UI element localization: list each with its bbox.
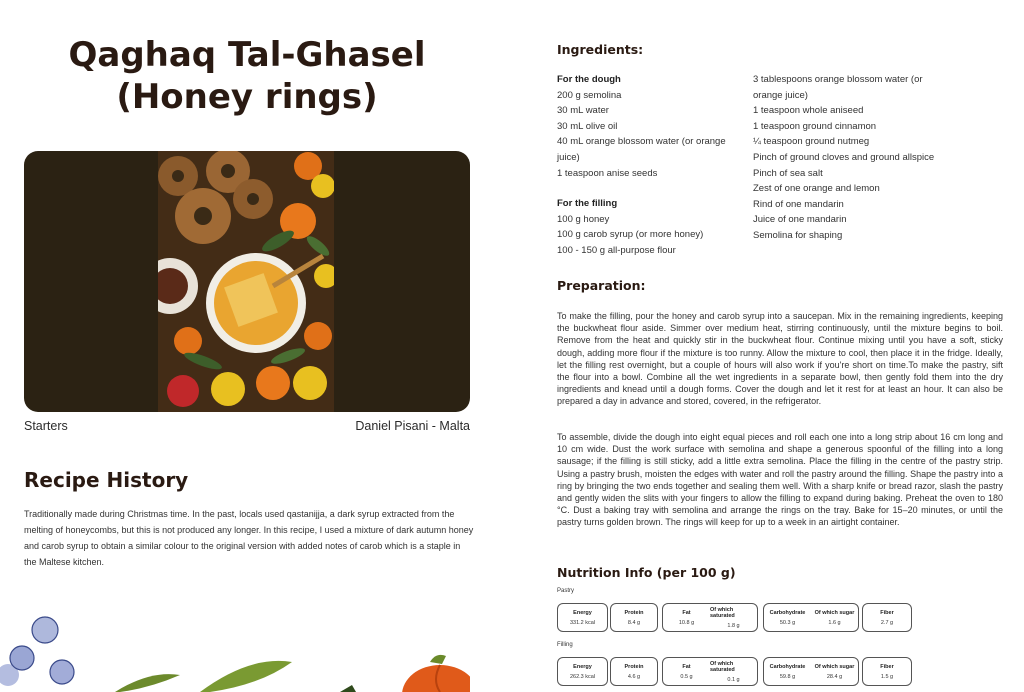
recipe-title-line1: Qaghaq Tal-Ghasel <box>68 35 426 75</box>
nutrition-sugar-header: Of which sugar <box>814 609 855 616</box>
ingredient-item: Pinch of sea salt <box>753 167 823 179</box>
nutrition-protein-value: 8.4 g <box>627 619 641 626</box>
decorative-illustrations <box>0 600 470 692</box>
nutrition-protein-header: Protein <box>624 663 644 670</box>
history-heading: Recipe History <box>24 468 189 492</box>
nutrition-fiber-box <box>862 603 912 632</box>
nutrition-saturated-value: 0.1 g <box>727 676 740 683</box>
recipe-title-line2: (Honey rings) <box>116 77 378 117</box>
nutrition-pastry-label: Pastry <box>557 588 575 594</box>
nutrition-protein-box <box>610 657 658 686</box>
nutrition-energy-box <box>557 657 608 686</box>
nutrition-carb-value: 50.3 g <box>779 619 796 626</box>
history-text: Traditionally made during Christmas time. In the past, locals used qastanijja, a dark syrup extracted from the melting of honeycombs, but this is not produced any longer. In this recipe, I used a mixture of dark autumn honey and carob syrup to obtain a similar colour to the original version with added notes of carob which is a staple in the Maltese kitchen. <box>24 509 474 567</box>
nutrition-sugar-value: 28.4 g <box>826 673 843 680</box>
nutrition-saturated-header: Of which saturated <box>710 606 735 619</box>
nutrition-carb-box <box>763 603 859 632</box>
ingredient-item: Juice of one mandarin <box>753 214 847 226</box>
nutrition-carb-value: 59.8 g <box>779 673 796 680</box>
nutrition-fat-box <box>662 657 758 686</box>
dough-subheading: For the dough <box>557 74 621 85</box>
preparation-heading: Preparation: <box>557 278 646 293</box>
nutrition-sugar-value: 1.6 g <box>828 619 841 626</box>
preparation-paragraph-1: To make the filling, pour the honey and carob syrup into a saucepan. Mix in the remaining ingredients, keeping the buckwheat flour aside. Simmer over medium heat, stirring continuously, until the mixture begins to boil. Remove from the heat and quickly stir in the buckwheat flour. Continue mixing until you have a soft, sticky dough, adding more flour if the mixture is too runny. Allow the mixture to cool, then place it in the fridge. Ideally, let the filling rest overnight, but a couple of hours will also work if you're short on time.To make the pastry, sift the flour into a bowl. Combine all the wet ingredients in a separate bowl, then gently fold them into the dry ingredients and knead until a dough forms. Cover the dough and let it rest for at least an hour. It can also be prepared a day in advance and stored, covered, in the refrigerator. <box>557 311 1003 407</box>
nutrition-fiber-header: Fiber <box>880 609 894 616</box>
nutrition-energy-header: Energy <box>573 663 592 670</box>
ingredients-right-column <box>753 72 953 244</box>
nutrition-carb-box <box>763 657 859 686</box>
nutrition-fiber-box <box>862 657 912 686</box>
nutrition-fiber-value: 2.7 g <box>880 619 894 626</box>
ingredient-item: 100 g carob syrup (or more honey) <box>557 229 704 241</box>
recipe-author: Daniel Pisani - Malta <box>355 419 470 433</box>
nutrition-carb-header: Carbohydrate <box>769 663 806 670</box>
nutrition-sugar-header: Of which sugar <box>814 663 855 670</box>
nutrition-energy-value: 262.3 kcal <box>569 673 596 680</box>
ingredients-left-column <box>557 72 747 259</box>
ingredient-item: 100 - 150 g all-purpose flour <box>557 244 676 256</box>
ingredient-item: ¼ teaspoon ground nutmeg <box>753 136 870 148</box>
nutrition-fat-value: 0.5 g <box>680 673 693 680</box>
nutrition-heading: Nutrition Info (per 100 g) <box>557 565 736 580</box>
ingredient-item: Rind of one mandarin <box>753 198 844 210</box>
nutrition-fiber-value: 1.5 g <box>880 673 894 680</box>
nutrition-fat-header: Fat <box>682 663 691 670</box>
preparation-paragraph-2: To assemble, divide the dough into eight equal pieces and roll each one into a long strip about 16 cm long and 10 cm wide. Dust the work surface with semolina and shape a generous spoonful of the filling into a long sausage; if the filling is still sticky, add a little extra semolina. Place the filling in the centre of the pastry strip. Using a pastry brush, moisten the edges with water and roll the pastry around the filling. Shape the pastry into a ring by bringing the two ends together and sealing them well. With a sharp knife or bread razor, slash the pastry and gently widen the slits with your fingers to allow the filling to expand during baking. Preheat the oven to 180 °C. Dust a baking tray with semolina and arrange the rings on the tray. Bake for 15–20 minutes, or until the pastry turns golden brown. The rings will keep for up to a week in an airtight container. <box>557 432 1003 528</box>
recipe-photo <box>24 151 470 412</box>
leaf-illustration <box>115 661 356 692</box>
filling-subheading: For the filling <box>557 198 618 210</box>
nutrition-protein-box <box>610 603 658 632</box>
ingredient-item: 30 mL olive oil <box>557 120 618 132</box>
nutrition-protein-header: Protein <box>624 609 644 616</box>
nutrition-fat-box <box>662 603 758 632</box>
ingredients-heading: Ingredients: <box>557 42 644 57</box>
honey-rings-photo <box>158 151 334 412</box>
ingredient-item: 3 tablespoons orange blossom water (or orange juice) <box>753 74 923 101</box>
nutrition-energy-header: Energy <box>573 609 592 616</box>
ingredient-item: 1 teaspoon whole aniseed <box>753 105 864 117</box>
ingredient-item: 40 mL orange blossom water (or orange juice) <box>557 136 726 163</box>
nutrition-energy-box <box>557 603 608 632</box>
ingredient-item: 1 teaspoon ground cinnamon <box>753 120 877 132</box>
ingredient-item: Zest of one orange and lemon <box>753 183 880 195</box>
nutrition-fat-value: 10.8 g <box>678 619 695 626</box>
ingredient-item: 100 g honey <box>557 213 610 225</box>
ingredient-item: Semolina for shaping <box>753 229 843 241</box>
nutrition-carb-header: Carbohydrate <box>769 609 806 616</box>
recipe-category: Starters <box>24 419 68 433</box>
ingredient-item: Pinch of ground cloves and ground allspice <box>753 151 935 163</box>
ingredient-item: 1 teaspoon anise seeds <box>557 167 658 179</box>
pumpkin-illustration <box>402 655 470 692</box>
nutrition-protein-value: 4.6 g <box>627 673 641 680</box>
nutrition-saturated-value: 1.8 g <box>727 622 740 629</box>
nutrition-fat-header: Fat <box>682 609 691 616</box>
recipe-title <box>24 34 470 118</box>
nutrition-energy-value: 331.2 kcal <box>569 619 596 626</box>
ingredient-item: 200 g semolina <box>557 89 622 101</box>
ingredient-item: 30 mL water <box>557 105 609 117</box>
nutrition-saturated-header: Of which saturated <box>710 660 735 673</box>
blackberry-illustration <box>0 617 74 686</box>
nutrition-filling-label: Filling <box>557 642 573 648</box>
nutrition-fiber-header: Fiber <box>880 663 894 670</box>
